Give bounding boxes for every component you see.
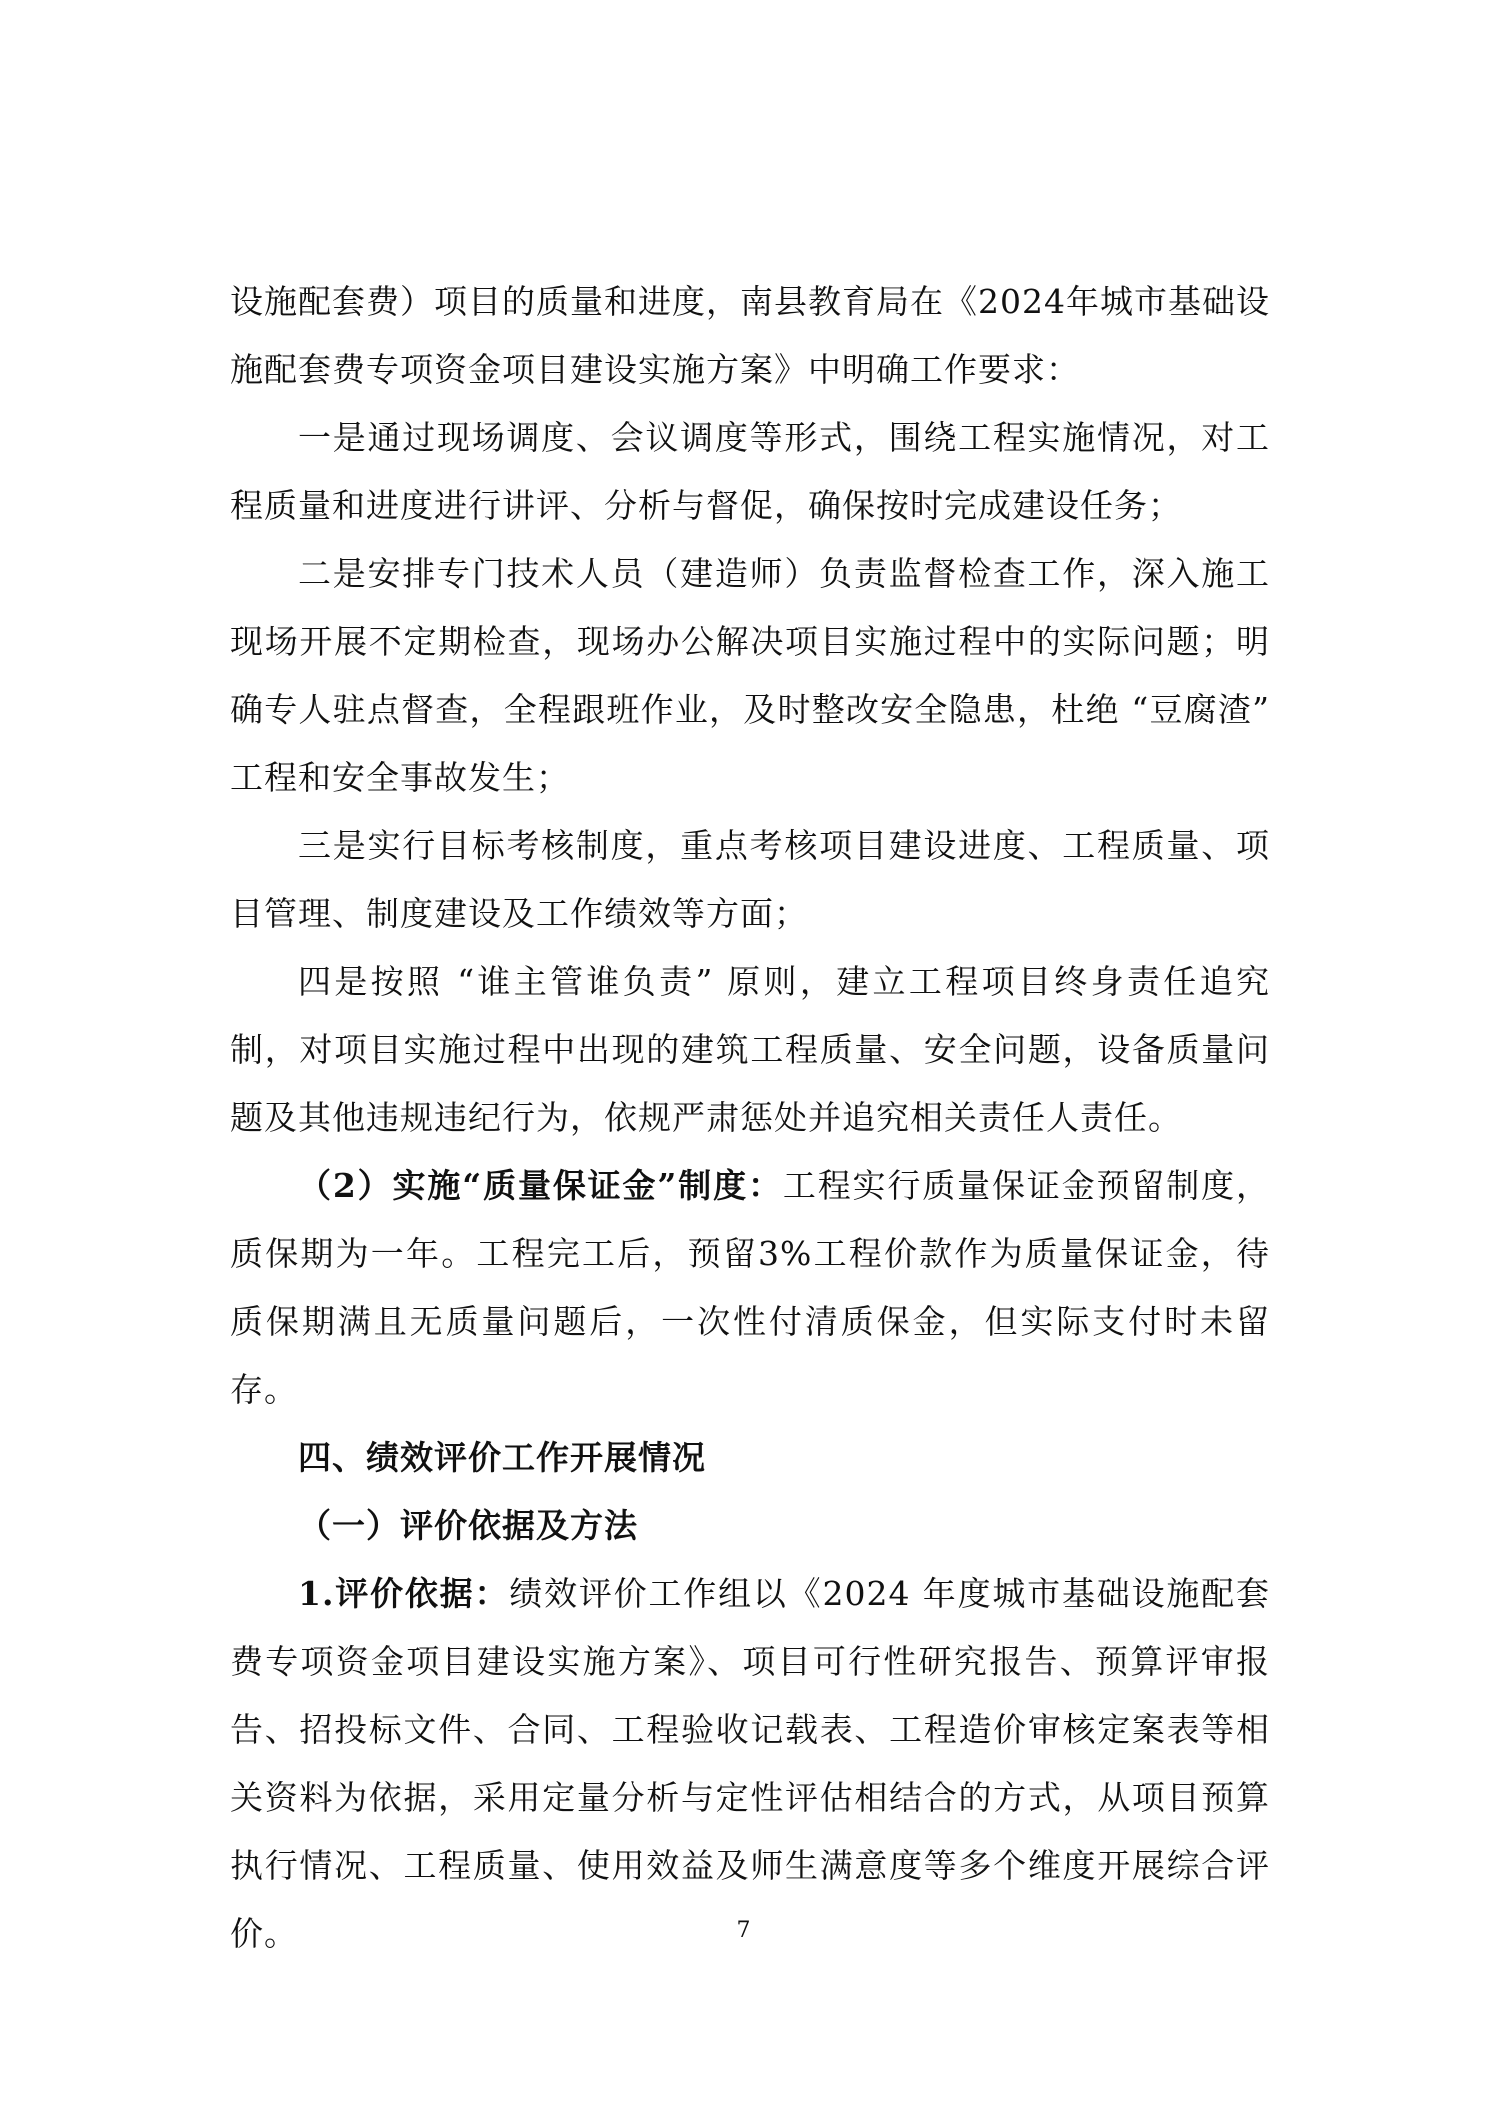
- evaluation-basis-text: 绩效评价工作组以《2024 年度城市基础设施配套费专项资金项目建设实施方案》、项目可行性研究报告、预算评审报告、招投标文件、合同、工程验收记载表、工程造价审核定案表等相关资料为依据，采用定量分析与定性评估相结合的方式，从项目预算执行情况、工程质量、使用效益及师生满意度等多个维度开展综合评价。: [230, 1574, 1270, 1953]
- quality-deposit-text: 工程实行质量保证金预留制度，质保期为一年。工程完工后，预留3%工程价款作为质量保证金，待质保期满且无质量问题后，一次性付清质保金，但实际支付时未留存。: [230, 1166, 1270, 1409]
- paragraph-item-one: 一是通过现场调度、会议调度等形式，围绕工程实施情况，对工程质量和进度进行讲评、分析与督促，确保按时完成建设任务；: [230, 418, 1270, 525]
- paragraph-continuation: 设施配套费）项目的质量和进度，南县教育局在《2024年城市基础设施配套费专项资金项目建设实施方案》中明确工作要求：: [230, 282, 1270, 389]
- section-heading: 四、绩效评价工作开展情况: [298, 1438, 706, 1477]
- page-number: 7: [736, 1918, 751, 1943]
- subsection-heading: （一）评价依据及方法: [298, 1506, 638, 1545]
- paragraph-quality-deposit: [230, 1152, 1270, 1424]
- paragraph-item-three: 三是实行目标考核制度，重点考核项目建设进度、工程质量、项目管理、制度建设及工作绩效等方面；: [230, 826, 1270, 933]
- paragraph-evaluation-basis: [230, 1560, 1270, 1968]
- quality-deposit-lead: （2）实施“质量保证金”制度：: [298, 1166, 783, 1205]
- document-body: [230, 268, 1270, 1968]
- paragraph-item-two: 二是安排专门技术人员（建造师）负责监督检查工作，深入施工现场开展不定期检查，现场办公解决项目实施过程中的实际问题；明确专人驻点督查，全程跟班作业，及时整改安全隐患，杜绝 “豆腐渣” 工程和安全事故发生；: [230, 554, 1270, 797]
- evaluation-basis-lead: 1.评价依据：: [298, 1574, 510, 1613]
- paragraph-item-four: 四是按照 “谁主管谁负责” 原则，建立工程项目终身责任追究制，对项目实施过程中出现的建筑工程质量、安全问题，设备质量问题及其他违规违纪行为，依规严肃惩处并追究相关责任人责任。: [230, 962, 1270, 1137]
